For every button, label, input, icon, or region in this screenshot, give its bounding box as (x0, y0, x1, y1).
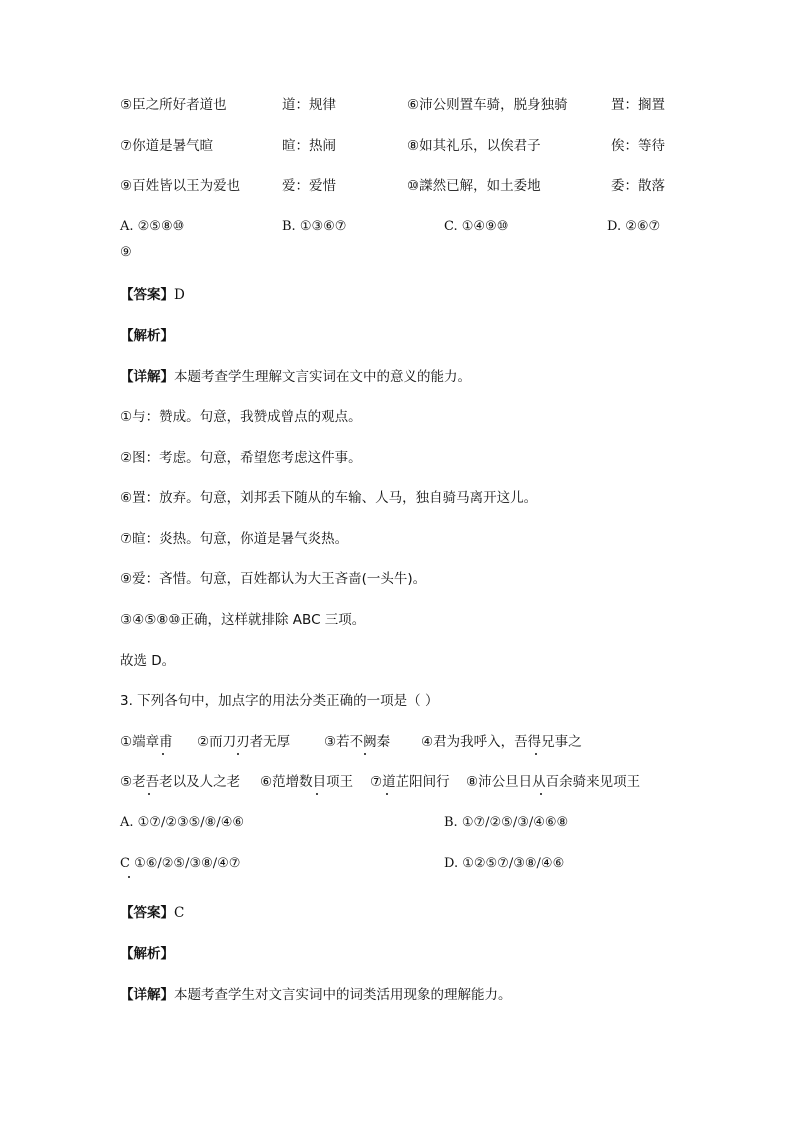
emphasis-dot (386, 793, 388, 795)
q2-row-1-gloss-b: 置：搁置 (611, 97, 665, 113)
q3-item-1: ①端章甫 (120, 734, 173, 750)
emphasis-dot (535, 753, 537, 755)
q2-row-1-sentence-b: ⑥沛公则置车骑，脱身独骑 (407, 97, 568, 113)
q2-option-c: C. ①④⑨⑩ (444, 219, 509, 234)
q2-explanation-2: ②图：考虑。句意，希望您考虑这件事。 (120, 450, 362, 466)
q2-explanation-1: ①与：赞成。句意，我赞成曾点的观点。 (120, 409, 362, 425)
q2-row-1-sentence-a: ⑤臣之所好者道也 (120, 97, 227, 113)
q2-detail-text: 本题考查学生理解文言实词在文中的意义的能力。 (174, 369, 471, 385)
q3-item-7: ⑦道芷阳间行 (370, 774, 450, 790)
emphasis-dot (148, 793, 150, 795)
q3-option-c: C ①⑥/②⑤/③⑧/④⑦ (120, 856, 241, 871)
q2-row-2-gloss-b: 俟：等待 (611, 138, 665, 154)
q2-answer-value: D (174, 287, 185, 303)
q2-option-d: D. ②⑥⑦ (607, 219, 661, 234)
q3-option-a: A. ①⑦/②③⑤/⑧/④⑥ (120, 815, 245, 830)
q3-stem: 3. 下列各句中，加点字的用法分类正确的一项是（ ） (120, 693, 439, 709)
q2-row-2-gloss-a: 暄：热闹 (282, 138, 336, 154)
q2-answer-tag: 【答案】 (120, 287, 174, 303)
q2-analysis-tag: 【解析】 (120, 328, 174, 344)
q2-explanation-5: ⑨爱：吝惜。句意，百姓都认为大王吝啬(一头牛)。 (120, 571, 427, 587)
q3-item-8: ⑧沛公旦日从百余骑来见项王 (466, 774, 641, 790)
emphasis-dot (237, 753, 239, 755)
q3-item-6: ⑥范增数目项王 (260, 774, 354, 790)
q2-answer (120, 286, 185, 304)
q3-item-4: ④君为我呼入，吾得兄事之 (421, 734, 582, 750)
q2-option-b: B. ①③⑥⑦ (282, 219, 347, 234)
emphasis-dot (364, 753, 366, 755)
q3-analysis-tag: 【解析】 (120, 946, 174, 962)
q3-item-3: ③若不阙秦 (324, 734, 391, 750)
q2-row-3-sentence-a: ⑨百姓皆以王为爱也 (120, 178, 241, 194)
q3-detail-text: 本题考查学生对文言实词中的词类活用现象的理解能力。 (174, 987, 512, 1003)
stray-dot (128, 876, 130, 878)
emphasis-dot (316, 793, 318, 795)
q2-conclusion: 故选 D。 (120, 653, 176, 669)
emphasis-dot (162, 753, 164, 755)
q2-option-a: A. ②⑤⑧⑩ (120, 219, 185, 234)
q3-detail-tag: 【详解】 (120, 987, 174, 1003)
q2-row-2-sentence-a: ⑦你道是暑气暄 (120, 138, 214, 154)
q2-detail-tag: 【详解】 (120, 369, 174, 385)
q2-row-2-sentence-b: ⑧如其礼乐，以俟君子 (407, 138, 541, 154)
q2-explanation-6: ③④⑤⑧⑩正确，这样就排除 ABC 三项。 (120, 612, 366, 628)
q2-row-3-sentence-b: ⑩謋然已解，如土委地 (407, 178, 541, 194)
q3-option-d: D. ①②⑤⑦/③⑧/④⑥ (444, 856, 565, 871)
q2-explanation-3: ⑥置：放弃。句意，刘邦丢下随从的车输、人马，独自骑马离开这儿。 (120, 490, 538, 506)
emphasis-dot (540, 793, 542, 795)
q3-detail (120, 986, 512, 1004)
q3-answer (120, 904, 184, 922)
q3-answer-tag: 【答案】 (120, 905, 174, 921)
q2-row-1-gloss-a: 道：规律 (282, 97, 336, 113)
q3-item-2: ②而刀刃者无厚 (197, 734, 291, 750)
q3-option-b: B. ①⑦/②⑤/③/④⑥⑧ (444, 815, 569, 830)
q2-option-d-wrap: ⑨ (120, 245, 132, 260)
q3-item-5: ⑤老吾老以及人之老 (120, 774, 241, 790)
q2-row-3-gloss-a: 爱：爱惜 (282, 178, 336, 194)
q2-detail (120, 368, 471, 386)
q2-explanation-4: ⑦暄：炎热。句意，你道是暑气炎热。 (120, 531, 349, 547)
q2-row-3-gloss-b: 委：散落 (611, 178, 665, 194)
q3-answer-value: C (174, 905, 185, 921)
